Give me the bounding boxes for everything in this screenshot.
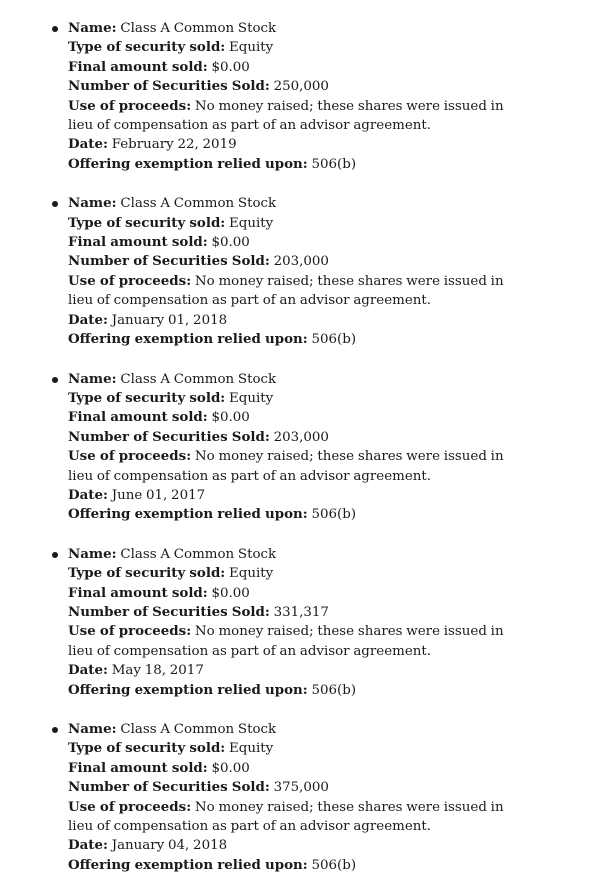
amount-label: Final amount sold: bbox=[68, 409, 208, 426]
date-label: Date: bbox=[68, 486, 108, 503]
date-value: June 01, 2017 bbox=[111, 487, 206, 503]
amount-field bbox=[68, 233, 508, 252]
type-value: Equity bbox=[229, 566, 274, 582]
type-field bbox=[68, 214, 508, 233]
date-label: Date: bbox=[68, 837, 108, 854]
use-field bbox=[68, 622, 508, 661]
number-value: 250,000 bbox=[273, 79, 329, 95]
use-value: No money raised; these shares were issued in lieu of compensation as part of an advisor agreement. bbox=[68, 449, 504, 484]
date-field bbox=[68, 135, 508, 154]
number-field bbox=[68, 77, 508, 96]
date-value: January 04, 2018 bbox=[111, 838, 228, 854]
use-value: No money raised; these shares were issued in lieu of compensation as part of an advisor agreement. bbox=[68, 799, 504, 835]
amount-value: $0.00 bbox=[211, 760, 250, 776]
exemption-value: 506(b) bbox=[311, 682, 357, 698]
amount-label: Final amount sold: bbox=[68, 584, 208, 601]
use-field bbox=[68, 798, 508, 837]
bullet-icon bbox=[52, 727, 58, 733]
name-label: Name: bbox=[68, 20, 117, 36]
type-value: Equity bbox=[229, 741, 274, 757]
name-value: Class A Common Stock bbox=[120, 196, 277, 212]
name-value: Class A Common Stock bbox=[120, 371, 277, 387]
number-field bbox=[68, 428, 508, 447]
type-field bbox=[68, 564, 508, 583]
number-value: 203,000 bbox=[273, 429, 329, 445]
exemption-field bbox=[68, 505, 508, 524]
name-field bbox=[68, 370, 508, 389]
use-label: Use of proceeds: bbox=[68, 448, 192, 465]
amount-field bbox=[68, 58, 508, 77]
number-label: Number of Securities Sold: bbox=[68, 603, 270, 620]
type-label: Type of security sold: bbox=[68, 214, 226, 231]
amount-value: $0.00 bbox=[211, 410, 250, 426]
name-label: Name: bbox=[68, 545, 117, 562]
bullet-icon bbox=[52, 377, 58, 383]
amount-value: $0.00 bbox=[211, 235, 250, 251]
offering-item bbox=[0, 194, 604, 349]
exemption-label: Offering exemption relied upon: bbox=[68, 856, 308, 873]
number-field bbox=[68, 252, 508, 271]
date-field bbox=[68, 836, 508, 855]
exemption-label: Offering exemption relied upon: bbox=[68, 331, 308, 348]
date-value: January 01, 2018 bbox=[111, 312, 228, 328]
amount-value: $0.00 bbox=[211, 59, 250, 75]
amount-label: Final amount sold: bbox=[68, 58, 208, 75]
amount-field bbox=[68, 408, 508, 427]
date-label: Date: bbox=[68, 311, 108, 328]
date-field bbox=[68, 311, 508, 330]
name-field bbox=[68, 194, 508, 213]
use-label: Use of proceeds: bbox=[68, 97, 192, 114]
name-field bbox=[68, 720, 508, 739]
exemption-label: Offering exemption relied upon: bbox=[68, 155, 308, 172]
type-field bbox=[68, 389, 508, 408]
number-label: Number of Securities Sold: bbox=[68, 78, 270, 95]
name-label: Name: bbox=[68, 721, 117, 737]
type-value: Equity bbox=[229, 40, 274, 56]
name-label: Name: bbox=[68, 370, 117, 387]
exemption-field bbox=[68, 330, 508, 349]
use-value: No money raised; these shares were issued in lieu of compensation as part of an advisor agreement. bbox=[68, 98, 504, 134]
exemption-label: Offering exemption relied upon: bbox=[68, 506, 308, 523]
use-field bbox=[68, 272, 508, 311]
type-value: Equity bbox=[229, 215, 274, 231]
bullet-icon bbox=[52, 26, 58, 32]
exemption-label: Offering exemption relied upon: bbox=[68, 681, 308, 698]
bullet-icon bbox=[52, 552, 58, 558]
amount-field bbox=[68, 584, 508, 603]
use-value: No money raised; these shares were issued in lieu of compensation as part of an advisor agreement. bbox=[68, 624, 504, 659]
use-label: Use of proceeds: bbox=[68, 623, 192, 640]
number-value: 203,000 bbox=[273, 254, 329, 270]
number-value: 375,000 bbox=[273, 780, 329, 796]
number-label: Number of Securities Sold: bbox=[68, 779, 270, 796]
name-label: Name: bbox=[68, 195, 117, 212]
date-value: May 18, 2017 bbox=[111, 663, 204, 679]
exemption-value: 506(b) bbox=[311, 156, 357, 172]
number-label: Number of Securities Sold: bbox=[68, 253, 270, 270]
date-label: Date: bbox=[68, 662, 108, 679]
type-field bbox=[68, 38, 508, 57]
use-label: Use of proceeds: bbox=[68, 272, 192, 289]
offering-item bbox=[0, 545, 604, 700]
date-field bbox=[68, 661, 508, 680]
exemption-value: 506(b) bbox=[311, 332, 357, 348]
date-label: Date: bbox=[68, 136, 108, 153]
name-field bbox=[68, 19, 508, 38]
date-value: February 22, 2019 bbox=[111, 137, 237, 153]
type-label: Type of security sold: bbox=[68, 389, 226, 406]
number-value: 331,317 bbox=[273, 604, 329, 620]
type-label: Type of security sold: bbox=[68, 565, 226, 582]
amount-label: Final amount sold: bbox=[68, 234, 208, 251]
exemption-value: 506(b) bbox=[311, 857, 357, 873]
name-value: Class A Common Stock bbox=[120, 546, 277, 562]
amount-label: Final amount sold: bbox=[68, 759, 208, 776]
number-label: Number of Securities Sold: bbox=[68, 428, 270, 445]
number-field bbox=[68, 778, 508, 797]
type-label: Type of security sold: bbox=[68, 740, 226, 757]
exemption-field bbox=[68, 856, 508, 875]
name-field bbox=[68, 545, 508, 564]
use-field bbox=[68, 97, 508, 136]
exemption-value: 506(b) bbox=[311, 507, 357, 523]
offering-item bbox=[0, 19, 604, 174]
exemption-field bbox=[68, 681, 508, 700]
offering-item bbox=[0, 370, 604, 525]
use-field bbox=[68, 447, 508, 486]
type-value: Equity bbox=[229, 390, 274, 406]
use-value: No money raised; these shares were issued in lieu of compensation as part of an advisor agreement. bbox=[68, 273, 504, 309]
date-field bbox=[68, 486, 508, 505]
exemption-field bbox=[68, 155, 508, 174]
amount-field bbox=[68, 759, 508, 778]
type-label: Type of security sold: bbox=[68, 39, 226, 56]
use-label: Use of proceeds: bbox=[68, 798, 192, 815]
type-field bbox=[68, 739, 508, 758]
bullet-icon bbox=[52, 201, 58, 207]
amount-value: $0.00 bbox=[211, 585, 250, 601]
offering-item bbox=[0, 720, 604, 875]
number-field bbox=[68, 603, 508, 622]
name-value: Class A Common Stock bbox=[120, 21, 277, 36]
name-value: Class A Common Stock bbox=[120, 722, 277, 737]
